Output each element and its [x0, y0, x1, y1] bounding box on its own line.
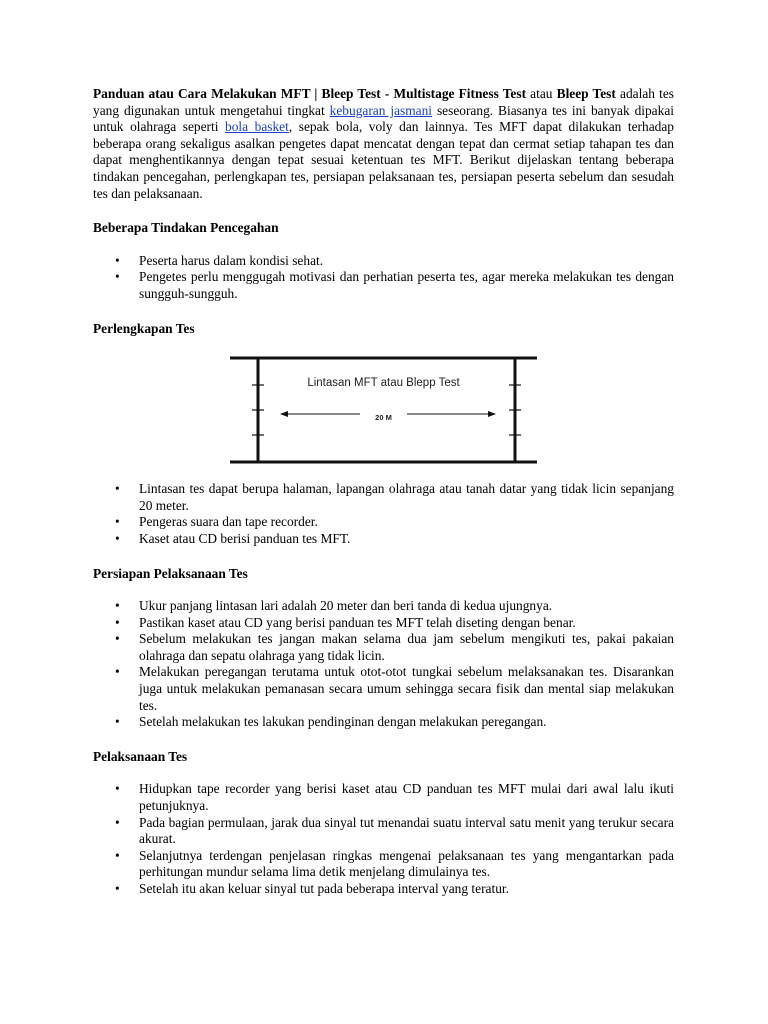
list-item: • Melakukan peregangan terutama untuk otot-otot tungkai sebelum melaksanakan tes. Disarankan juga untuk melakukan pemanasan secara umum sehingga secara fisik dan mental siap melakukan tes. [93, 664, 674, 714]
intro-paragraph [93, 86, 674, 202]
diagram-title: Lintasan MFT atau Blepp Test [307, 377, 460, 390]
document-page [93, 86, 674, 898]
intro-text: atau [526, 86, 557, 101]
list-pelaksanaan [93, 781, 674, 897]
bola-basket-link[interactable]: bola basket [225, 119, 289, 135]
intro-text: adalah tes yang digunakan untuk mengetahui tingkat [93, 86, 674, 118]
list-pencegahan [93, 253, 674, 303]
list-item: • Pastikan kaset atau CD yang berisi panduan tes MFT telah diseting dengan benar. [93, 615, 674, 632]
list-item: • Pada bagian permulaan, jarak dua sinyal tut menandai suatu interval satu menit yang terukur secara akurat. [93, 815, 674, 848]
list-persiapan [93, 598, 674, 731]
intro-text: , sepak bola, voly dan lainnya. Tes MFT dapat dilakukan terhadap beberapa orang sekaligus asalkan pengetes dapat mencatat dengan tepat dan cermat setiap tahapan tes dan dapat menghentikannya dengan tepat sesuai ketentuan tes MFT. Berikut dijelaskan tentang beberapa tindakan pencegahan, perlengkapan tes, persiapan pelaksanaan tes, persiapan peserta sebelum dan sesudah tes dan pelaksanaan. [93, 119, 674, 201]
list-item: • Hidupkan tape recorder yang berisi kaset atau CD panduan tes MFT mulai dari awal lalu ikuti petunjuknya. [93, 781, 674, 814]
list-item: • Setelah melakukan tes lakukan pendinginan dengan melakukan peregangan. [93, 714, 674, 731]
list-item: • Peserta harus dalam kondisi sehat. [93, 253, 674, 270]
diagram-distance-label: 20 M [375, 413, 392, 423]
list-item: • Ukur panjang lintasan lari adalah 20 meter dan beri tanda di kedua ujungnya. [93, 598, 674, 615]
list-item: • Pengetes perlu menggugah motivasi dan perhatian peserta tes, agar mereka melakukan tes dengan sungguh-sungguh. [93, 269, 674, 302]
kebugaran-jasmani-link[interactable]: kebugaran jasmani [329, 102, 433, 118]
list-item: • Setelah itu akan keluar sinyal tut pada beberapa interval yang teratur. [93, 881, 674, 898]
intro-bleep-test: Bleep Test [556, 86, 616, 101]
list-item: • Sebelum melakukan tes jangan makan selama dua jam sebelum mengikuti tes, pakai pakaian olahraga dan sepatu olahraga yang tidak licin. [93, 631, 674, 664]
heading-pencegahan: Beberapa Tindakan Pencegahan [93, 220, 279, 236]
heading-pelaksanaan: Pelaksanaan Tes [93, 748, 188, 764]
list-item: • Kaset atau CD berisi panduan tes MFT. [93, 531, 674, 548]
list-perlengkapan [93, 481, 674, 547]
list-item: • Lintasan tes dapat berupa halaman, lapangan olahraga atau tanah datar yang tidak licin sepanjang 20 meter. [93, 481, 674, 514]
list-item: • Selanjutnya terdengan penjelasan ringkas mengenai pelaksanaan tes yang mengantarkan pada perhitungan mundur selama lima detik menjelang dimulainya tes. [93, 848, 674, 881]
intro-title: Panduan atau Cara Melakukan MFT | Bleep Test - Multistage Fitness Test [93, 86, 527, 101]
heading-persiapan: Persiapan Pelaksanaan Tes [93, 565, 248, 581]
heading-perlengkapan: Perlengkapan Tes [93, 320, 195, 336]
track-diagram [230, 355, 537, 465]
list-item: • Pengeras suara dan tape recorder. [93, 514, 674, 531]
intro-text: seseorang. Biasanya tes ini banyak dipakai untuk olahraga seperti [93, 102, 674, 135]
